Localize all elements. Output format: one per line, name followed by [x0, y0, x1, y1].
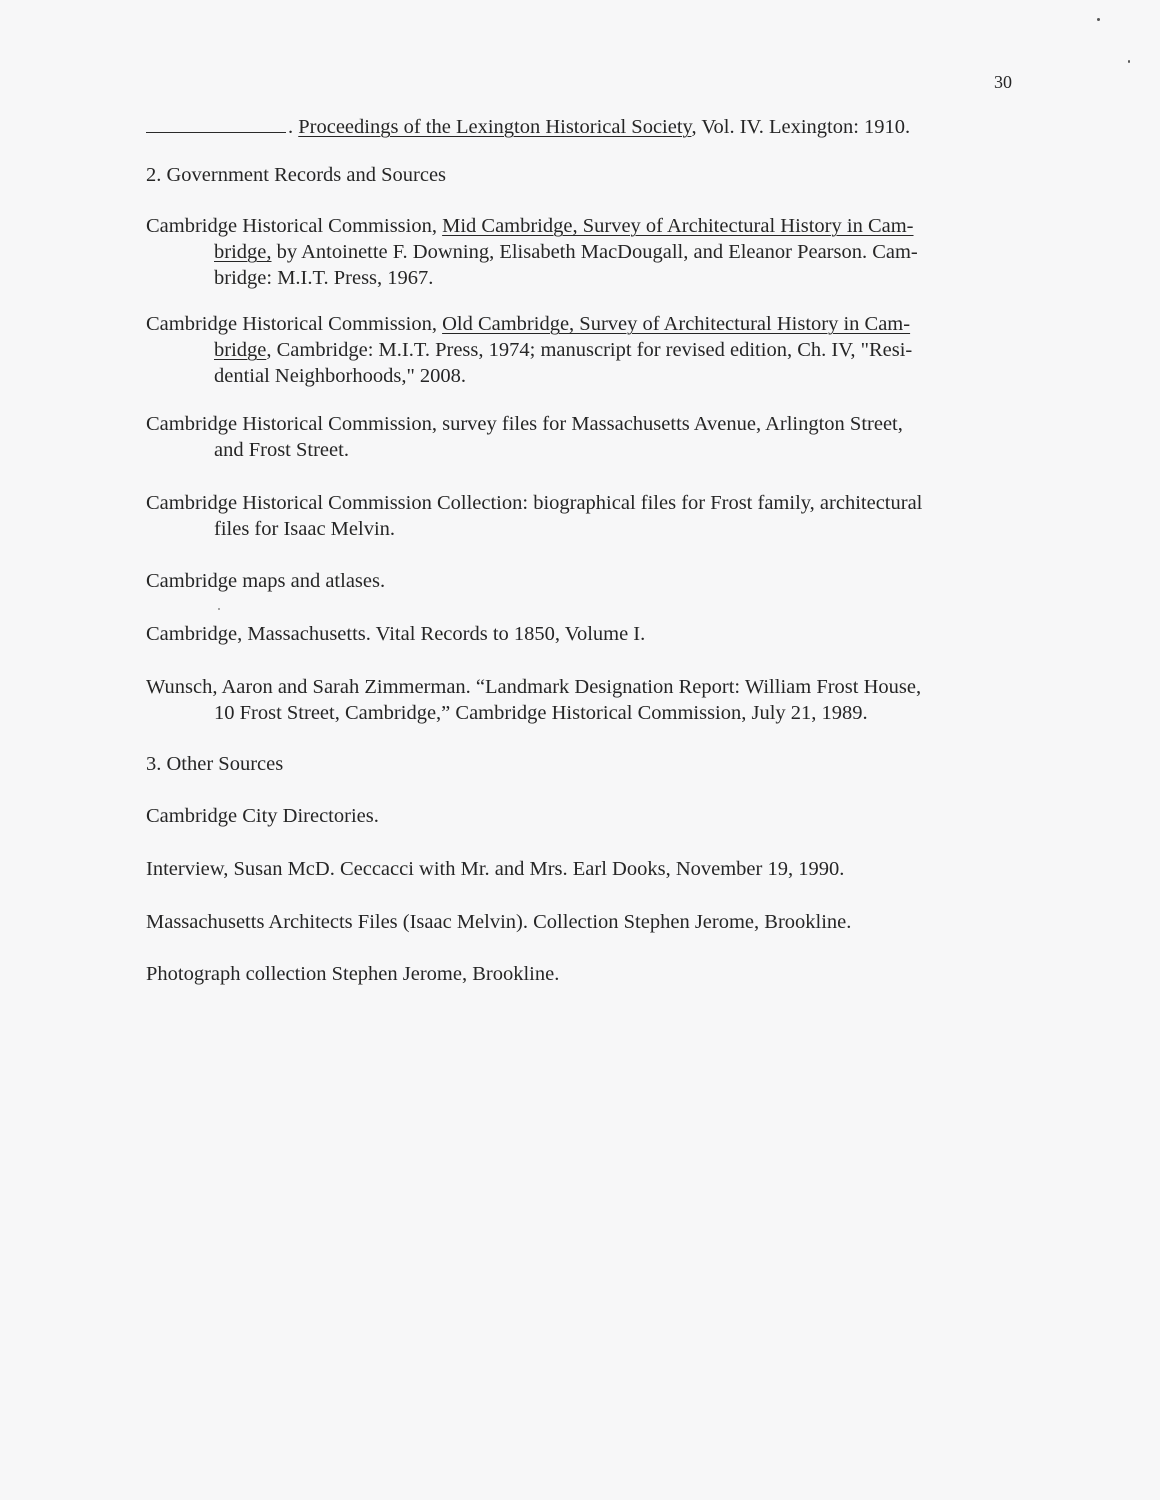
page-number: 30: [994, 72, 1012, 92]
rule-period: .: [288, 116, 294, 138]
entry-photograph-collection: [146, 961, 1016, 987]
entry-old-cambridge: [146, 311, 1016, 389]
entry-architects-files: [146, 909, 1016, 935]
bibliography-continuation-entry: [146, 114, 1016, 140]
repeat-author-rule: [146, 114, 286, 133]
entry-wunsch-report: [146, 674, 1016, 726]
entry-details: , Cambridge: M.I.T. Press, 1974; manuscript for revised edition, Ch. IV, "Resi-: [266, 339, 913, 361]
entry-line: [146, 239, 1016, 265]
entry-title-end: bridge,: [214, 241, 272, 263]
entry-line: bridge: M.I.T. Press, 1967.: [214, 267, 434, 289]
section-heading-other: 3. Other Sources: [146, 753, 284, 775]
entry-line: Interview, Susan McD. Ceccacci with Mr. and Mrs. Earl Dooks, November 19, 1990.: [146, 858, 845, 880]
entry-commission-collection: [146, 490, 1016, 542]
entry-line: files for Isaac Melvin.: [214, 518, 396, 540]
scan-speck: [1128, 60, 1130, 63]
entry-line: Cambridge Historical Commission, survey files for Massachusetts Avenue, Arlington Street,: [146, 413, 903, 435]
entry-author: Cambridge Historical Commission,: [146, 215, 443, 237]
entry-line: [146, 311, 1016, 337]
proceedings-title: Proceedings of the Lexington Historical Society: [298, 116, 692, 138]
entry-line: dential Neighborhoods," 2008.: [214, 365, 467, 387]
entry-maps-atlases: [146, 568, 1016, 594]
entry-line: Cambridge maps and atlases.: [146, 570, 386, 592]
entry-title: Mid Cambridge, Survey of Architectural History in Cam-: [442, 215, 914, 237]
entry-author: Cambridge Historical Commission,: [146, 313, 443, 335]
scan-speck: [218, 608, 220, 610]
entry-line: 10 Frost Street, Cambridge,” Cambridge Historical Commission, July 21, 1989.: [214, 702, 868, 724]
entry-mid-cambridge: [146, 213, 1016, 291]
entry-line: Cambridge, Massachusetts. Vital Records to 1850, Volume I.: [146, 623, 646, 645]
entry-details: by Antoinette F. Downing, Elisabeth MacDougall, and Eleanor Pearson. Cam-: [271, 241, 918, 263]
scan-speck: [1097, 18, 1100, 21]
entry-line: Massachusetts Architects Files (Isaac Melvin). Collection Stephen Jerome, Brookline.: [146, 911, 852, 933]
entry-line: [146, 337, 1016, 363]
entry-city-directories: [146, 803, 1016, 829]
section-heading-government: 2. Government Records and Sources: [146, 164, 447, 186]
entry-survey-files: [146, 411, 1016, 463]
entry-interview: [146, 856, 1016, 882]
entry-line: Wunsch, Aaron and Sarah Zimmerman. “Landmark Designation Report: William Frost House,: [146, 676, 922, 698]
entry-vital-records: [146, 621, 1016, 647]
entry-line: and Frost Street.: [214, 439, 349, 461]
proceedings-details: , Vol. IV. Lexington: 1910.: [691, 116, 911, 138]
entry-title: Old Cambridge, Survey of Architectural History in Cam-: [442, 313, 911, 335]
entry-title-end: bridge: [214, 339, 267, 361]
entry-line: [146, 213, 1016, 239]
entry-line: Cambridge Historical Commission Collection: biographical files for Frost family, architectural: [146, 492, 923, 514]
entry-line: Cambridge City Directories.: [146, 805, 379, 827]
entry-line: Photograph collection Stephen Jerome, Brookline.: [146, 963, 560, 985]
